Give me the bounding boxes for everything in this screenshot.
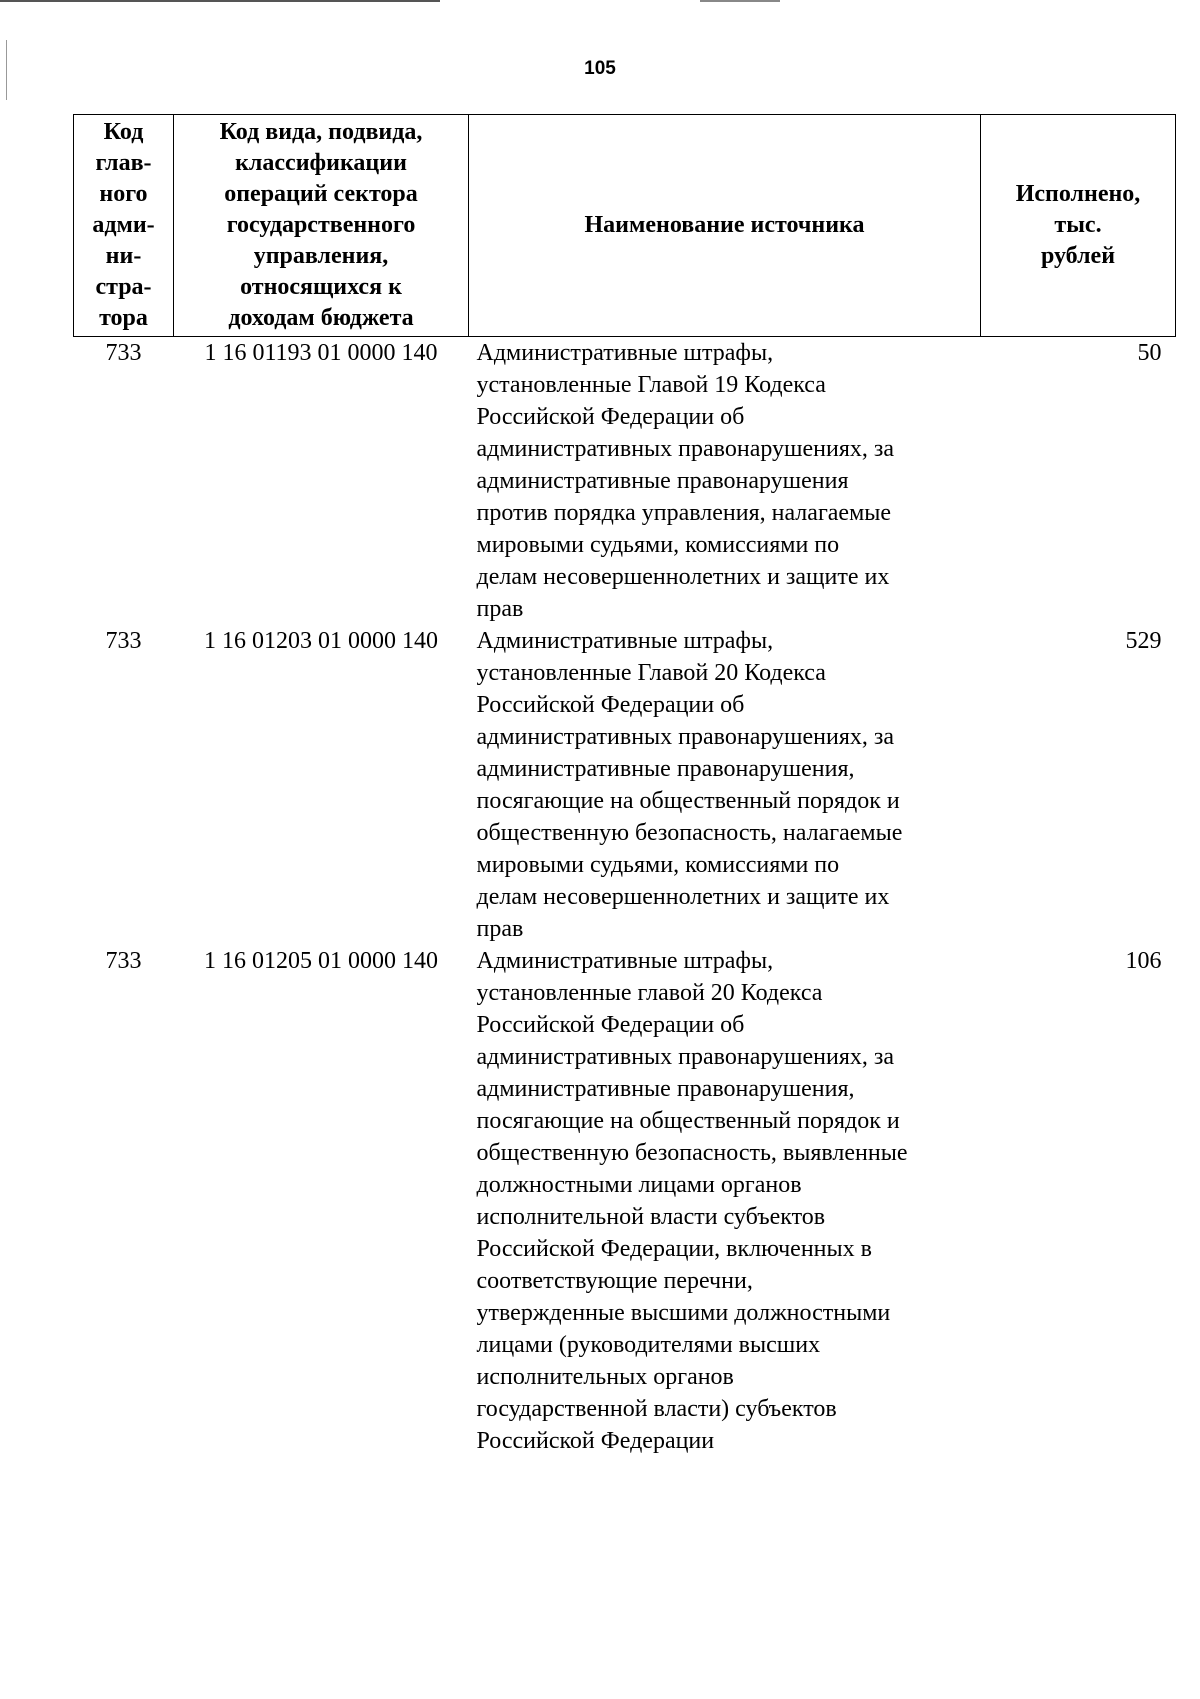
source-name-line: административные правонарушения, (476, 756, 855, 782)
header-line: классификации (235, 150, 407, 176)
header-line: глав- (95, 150, 152, 176)
source-name-line: прав (476, 596, 524, 622)
header-line: Исполнено, (1015, 181, 1141, 207)
cell-admin-code: 733 (105, 628, 142, 654)
source-name-line: мировыми судьями, комиссиями по (476, 532, 840, 558)
source-name-line: Российской Федерации об (476, 1012, 745, 1038)
header-line: относящихся к (240, 274, 402, 300)
source-name-line: административные правонарушения, (476, 1076, 855, 1102)
source-name-line: установленные Главой 19 Кодекса (476, 372, 826, 398)
source-name-line: делам несовершеннолетних и защите их (476, 564, 890, 590)
source-name-line: Российской Федерации об (476, 692, 745, 718)
cell-source-name (469, 945, 981, 1457)
source-name-line: делам несовершеннолетних и защите их (476, 884, 890, 910)
table-row (74, 945, 1176, 1457)
header-line: тора (99, 305, 148, 331)
header-line: Код вида, подвида, (219, 119, 423, 145)
source-name-line: государственной власти) субъектов (476, 1396, 837, 1422)
source-name-line: установленные главой 20 Кодекса (476, 980, 823, 1006)
table-row (74, 625, 1176, 945)
header-line: рублей (1040, 243, 1116, 269)
cell-executed-amount: 50 (1137, 340, 1162, 366)
source-name-line: утвержденные высшими должностными (476, 1300, 891, 1326)
source-name-line: исполнительных органов (476, 1364, 734, 1390)
source-name-line: Административные штрафы, (476, 340, 774, 366)
source-name-line: лицами (руководителями высших (476, 1332, 821, 1358)
source-name-line: административных правонарушениях, за (476, 1044, 895, 1070)
source-name-line: исполнительной власти субъектов (476, 1204, 826, 1230)
header-line: стра- (95, 274, 152, 300)
cell-classification-code: 1 16 01193 01 0000 140 (204, 340, 438, 366)
header-classification-code (174, 115, 469, 337)
source-name-line: Административные штрафы, (476, 628, 774, 654)
table-header-row (74, 115, 1176, 337)
source-name-line: установленные Главой 20 Кодекса (476, 660, 826, 686)
revenue-table (73, 114, 1176, 1457)
cell-source-name (469, 337, 981, 626)
source-name-line: прав (476, 916, 524, 942)
source-name-line: административных правонарушениях, за (476, 436, 895, 462)
page-number: 105 (584, 58, 616, 79)
header-line: Код (103, 119, 144, 145)
source-name-line: общественную безопасность, налагаемые (476, 820, 903, 846)
source-name-line: посягающие на общественный порядок и (476, 1108, 900, 1134)
cell-classification-code: 1 16 01203 01 0000 140 (204, 628, 438, 654)
header-line: управления, (253, 243, 389, 269)
header-line: адми- (92, 212, 155, 238)
header-admin-code (74, 115, 174, 337)
cell-executed-amount: 106 (1125, 948, 1162, 974)
cell-admin-code: 733 (105, 340, 142, 366)
source-name-line: должностными лицами органов (476, 1172, 802, 1198)
source-name-line: Российской Федерации об (476, 404, 745, 430)
header-line: операций сектора (224, 181, 418, 207)
header-line: Наименование источника (584, 212, 865, 238)
header-line: доходам бюджета (228, 305, 414, 331)
cell-source-name (469, 625, 981, 945)
source-name-line: против порядка управления, налагаемые (476, 500, 892, 526)
header-line: ного (99, 181, 148, 207)
header-line: тыс. (1054, 212, 1102, 238)
header-source-name (469, 115, 981, 337)
header-line: государственного (226, 212, 416, 238)
source-name-line: посягающие на общественный порядок и (476, 788, 900, 814)
header-executed (981, 115, 1176, 337)
source-name-line: Российской Федерации (476, 1428, 715, 1454)
source-name-line: мировыми судьями, комиссиями по (476, 852, 840, 878)
scan-artifact-top-right (700, 0, 780, 2)
source-name-line: общественную безопасность, выявленные (476, 1140, 908, 1166)
source-name-line: соответствующие перечни, (476, 1268, 753, 1294)
cell-admin-code: 733 (105, 948, 142, 974)
table-body (74, 337, 1176, 1458)
table-row (74, 337, 1176, 626)
scan-artifact-top (0, 0, 440, 2)
cell-executed-amount: 529 (1125, 628, 1162, 654)
cell-classification-code: 1 16 01205 01 0000 140 (204, 948, 438, 974)
header-line: ни- (105, 243, 142, 269)
source-name-line: административные правонарушения (476, 468, 849, 494)
source-name-line: Российской Федерации, включенных в (476, 1236, 872, 1262)
source-name-line: административных правонарушениях, за (476, 724, 895, 750)
source-name-line: Административные штрафы, (476, 948, 774, 974)
